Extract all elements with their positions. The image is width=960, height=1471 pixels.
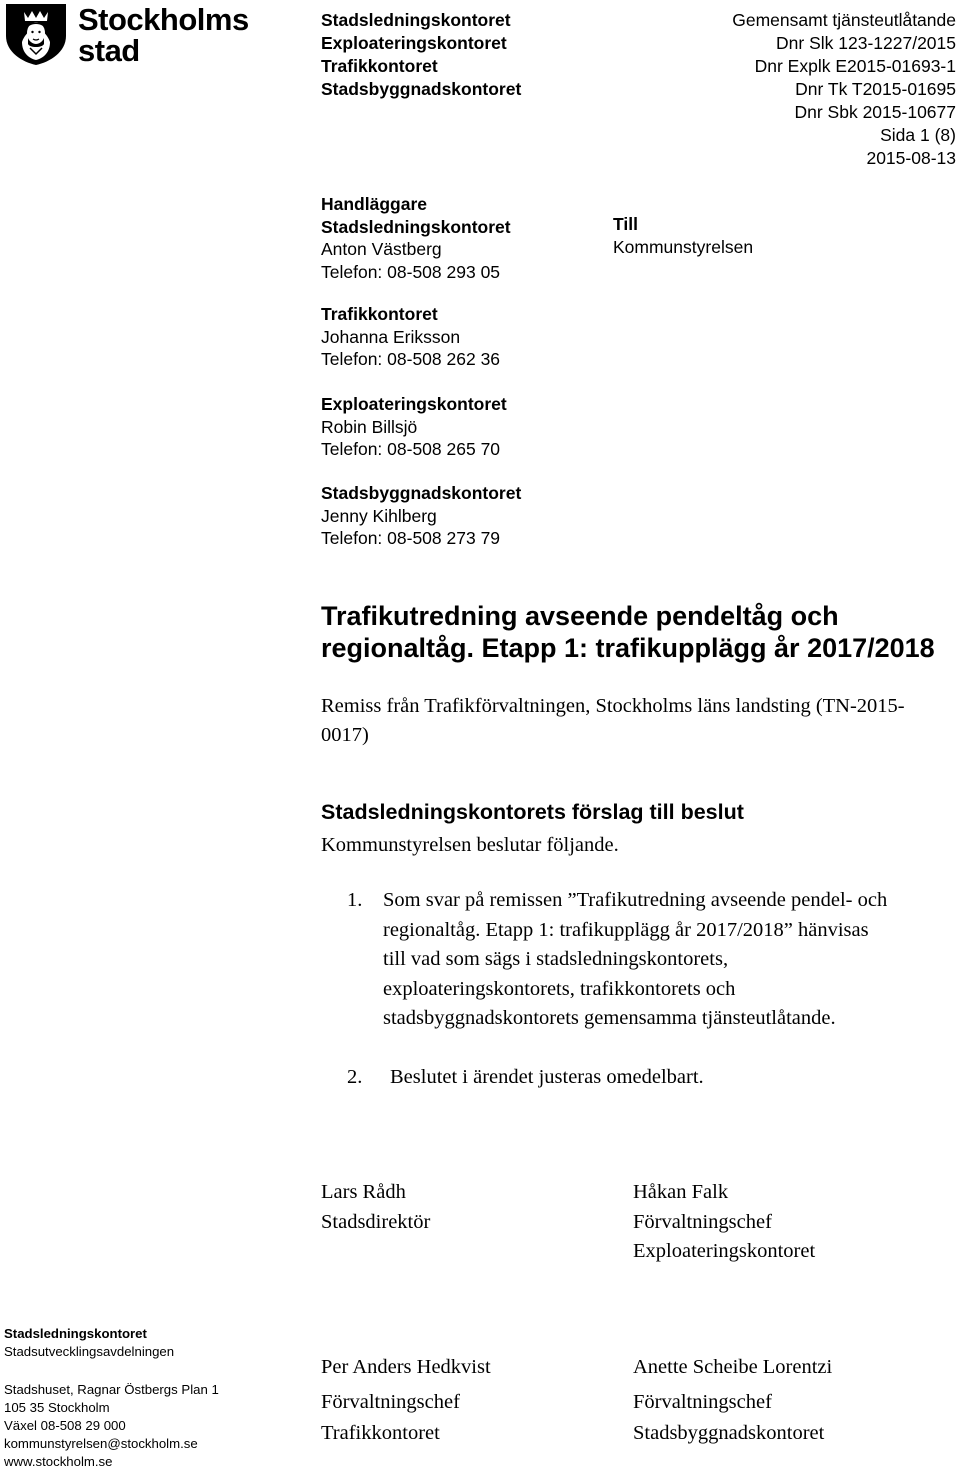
header-office: Stadsledningskontoret — [321, 10, 511, 30]
signature-3 — [321, 1352, 491, 1449]
contact-name: Anton Västberg — [321, 239, 442, 259]
contact-phone: Telefon: 08-508 273 79 — [321, 528, 501, 548]
dnr-explk: Dnr Explk E2015-01693-1 — [754, 56, 956, 76]
handlaggare-block-2 — [321, 303, 500, 371]
logo-wordmark — [78, 4, 249, 66]
contact-office: Trafikkontoret — [321, 304, 438, 324]
signature-name: Håkan Falk — [633, 1181, 729, 1203]
header-office: Trafikkontoret — [321, 56, 438, 76]
list-number: 2. — [347, 1066, 363, 1088]
dnr-slk: Dnr Slk 123-1227/2015 — [776, 33, 956, 53]
signature-office: Trafikkontoret — [321, 1422, 440, 1444]
footer-web[interactable]: www.stockholm.se — [4, 1454, 113, 1469]
recipient — [613, 213, 753, 258]
document-date: 2015-08-13 — [866, 148, 956, 168]
list-line: Som svar på remissen ”Trafikutredning avseende pendel- och — [383, 889, 888, 911]
signature-office: Stadsbyggnadskontoret — [633, 1422, 825, 1444]
list-number: 1. — [347, 889, 363, 911]
signature-1 — [321, 1178, 430, 1237]
handlaggare-block-1 — [321, 193, 511, 283]
signature-title: Förvaltningschef — [633, 1391, 772, 1413]
dnr-sbk: Dnr Sbk 2015-10677 — [794, 102, 956, 122]
contact-office: Stadsbyggnadskontoret — [321, 483, 522, 503]
handlaggare-heading: Handläggare — [321, 194, 427, 214]
contact-phone: Telefon: 08-508 262 36 — [321, 349, 501, 369]
handlaggare-block-4 — [321, 482, 521, 550]
contact-name: Jenny Kihlberg — [321, 505, 437, 526]
dnr-tk: Dnr Tk T2015-01695 — [795, 79, 956, 99]
signature-name: Per Anders Hedkvist — [321, 1356, 491, 1378]
footer-address-1: Stadshuset, Ragnar Östbergs Plan 1 — [4, 1382, 219, 1397]
signature-2 — [633, 1178, 815, 1267]
document-type: Gemensamt tjänsteutlåtande — [732, 10, 956, 30]
signature-title: Förvaltningschef — [321, 1391, 460, 1413]
recipient-label: Till — [613, 214, 638, 234]
footer-department: Stadsutvecklingsavdelningen — [4, 1344, 175, 1359]
contact-office: Stadsledningskontoret — [321, 216, 511, 237]
remiss-text: Remiss från Trafikförvaltningen, Stockholms läns landsting (TN-2015-0017) — [321, 695, 905, 746]
header-offices — [321, 9, 521, 101]
logo-line-1: Stockholms — [78, 2, 249, 37]
header-office: Exploateringskontoret — [321, 33, 507, 53]
list-line: Beslutet i ärendet justeras omedelbart. — [390, 1066, 704, 1088]
list-item-2 — [390, 1063, 704, 1093]
recipient-name: Kommunstyrelsen — [613, 236, 754, 257]
contact-phone: Telefon: 08-508 265 70 — [321, 439, 501, 459]
stockholms-stad-logo — [4, 2, 249, 68]
header-office: Stadsbyggnadskontoret — [321, 79, 522, 99]
list-line: stadsbyggnadskontorets gemensamma tjänsteutlåtande. — [383, 1007, 836, 1029]
list-line: exploateringskontorets, trafikkontorets och — [383, 977, 736, 1000]
contact-name: Johanna Eriksson — [321, 326, 461, 347]
list-line: regionaltåg. Etapp 1: trafikupplägg år 2017/2018” hänvisas — [383, 918, 869, 941]
footer-address-block — [4, 1381, 219, 1471]
contact-name: Robin Billsjö — [321, 416, 418, 437]
signature-name: Anette Scheibe Lorentzi — [633, 1356, 833, 1378]
crest-icon — [4, 2, 68, 66]
forslag-intro: Kommunstyrelsen beslutar följande. — [321, 834, 619, 856]
signature-office: Exploateringskontoret — [633, 1240, 816, 1262]
header-reference-info — [732, 9, 956, 170]
footer-phone: Växel 08-508 29 000 — [4, 1418, 126, 1433]
forslag-heading: Stadsledningskontorets förslag till beslut — [321, 800, 744, 824]
page-number: Sida 1 (8) — [880, 125, 956, 145]
footer-email[interactable]: kommunstyrelsen@stockholm.se — [4, 1436, 198, 1451]
contact-phone: Telefon: 08-508 293 05 — [321, 261, 501, 282]
signature-name: Lars Rådh — [321, 1181, 406, 1203]
list-line: till vad som sägs i stadsledningskontorets, — [383, 948, 729, 970]
signature-title: Stadsdirektör — [321, 1210, 431, 1233]
document-title: Trafikutredning avseende pendeltåg och regionaltåg. Etapp 1: trafikupplägg år 2017/2018 — [321, 601, 935, 663]
logo-line-2: stad — [78, 33, 140, 68]
handlaggare-block-3 — [321, 393, 507, 461]
contact-office: Exploateringskontoret — [321, 394, 507, 414]
footer-office: Stadsledningskontoret — [4, 1326, 147, 1341]
footer-address-2: 105 35 Stockholm — [4, 1400, 110, 1415]
signature-title: Förvaltningschef — [633, 1210, 772, 1233]
signature-4 — [633, 1352, 832, 1449]
list-item-1 — [383, 886, 958, 1034]
footer-office-block — [4, 1325, 174, 1361]
